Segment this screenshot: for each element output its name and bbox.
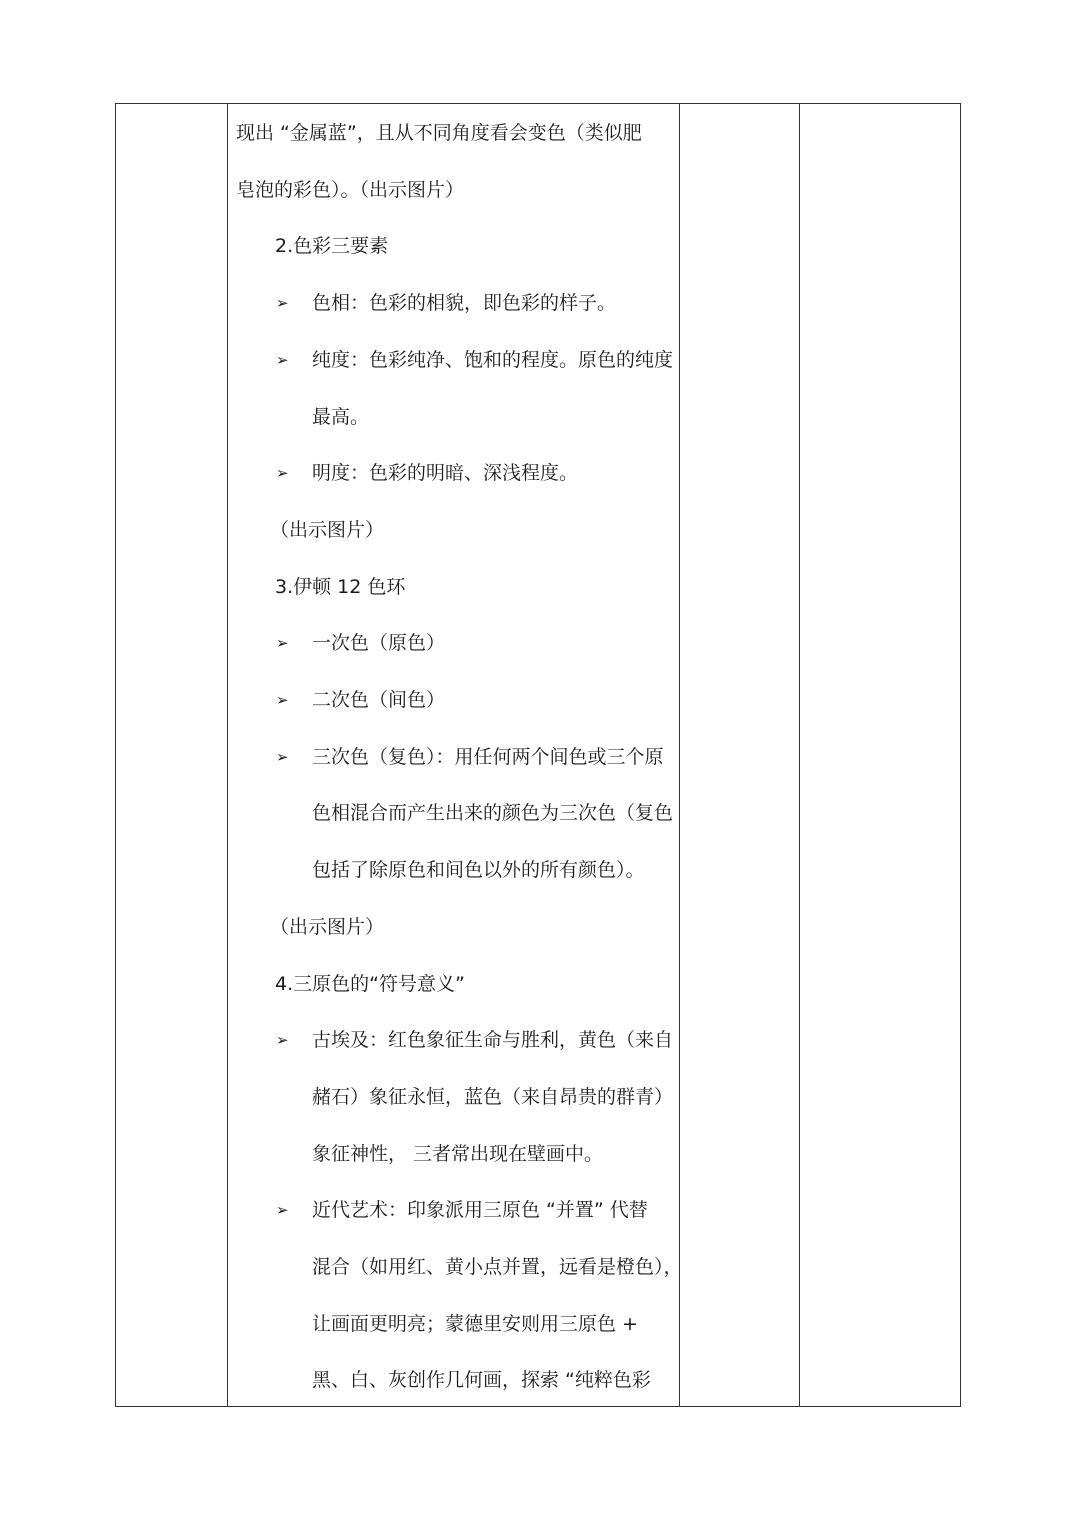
text-line: （出示图片）: [270, 518, 385, 541]
text-line: 象征神性， 三者常出现在壁画中。: [312, 1142, 604, 1165]
bullet-arrow-icon: ➢: [276, 1201, 289, 1220]
bullet-arrow-icon: ➢: [276, 634, 289, 653]
content-cell: [228, 104, 683, 1406]
bullet-item-text: 色相：色彩的相貌，即色彩的样子。: [312, 292, 617, 315]
text-line: （出示图片）: [270, 915, 385, 938]
lesson-table: [115, 103, 961, 1407]
text-line: 混合（如用红、黄小点并置，远看是橙色），: [312, 1256, 683, 1278]
bullet-item-text: 近代艺术：印象派用三原色 “并置” 代替: [312, 1199, 648, 1222]
text-line: 皂泡的彩色）。（出示图片）: [236, 178, 465, 201]
text-line: 赭石）象征永恒，蓝色（来自昂贵的群青）: [312, 1085, 674, 1108]
bullet-item-text: 纯度：色彩纯净、饱和的程度。原色的纯度: [312, 348, 674, 371]
bullet-arrow-icon: ➢: [276, 691, 289, 709]
text-line: 2.色彩三要素: [275, 235, 389, 258]
column-divider: [799, 104, 800, 1406]
bullet-arrow-icon: ➢: [276, 747, 289, 766]
bullet-item-text: 一次色（原色）: [312, 632, 446, 655]
text-line: 最高。: [312, 405, 370, 428]
bullet-item-text: 古埃及：红色象征生命与胜利，黄色（来自: [312, 1029, 674, 1052]
bullet-arrow-icon: ➢: [276, 350, 289, 369]
bullet-item-text: 三次色（复色）：用任何两个间色或三个原: [312, 745, 664, 768]
text-line: 3.伊顿 12 色环: [275, 575, 406, 598]
bullet-item-text: 二次色（间色）: [312, 689, 446, 711]
text-line: 4.三原色的“符号意义”: [275, 972, 465, 995]
text-line: 黑、白、灰创作几何画，探索 “纯粹色彩: [312, 1369, 651, 1392]
bullet-item-text: 明度：色彩的明暗、深浅程度。: [312, 462, 579, 485]
text-line: 色相混合而产生出来的颜色为三次色（复色: [312, 802, 674, 825]
bullet-arrow-icon: ➢: [276, 464, 289, 483]
text-line: 让画面更明亮；蒙德里安则用三原色 +: [312, 1312, 638, 1335]
bullet-arrow-icon: ➢: [276, 1031, 289, 1050]
text-line: 现出 “金属蓝”，且从不同角度看会变色（类似肥: [236, 122, 642, 144]
bullet-arrow-icon: ➢: [276, 294, 289, 313]
text-line: 包括了除原色和间色以外的所有颜色）。: [312, 859, 645, 882]
